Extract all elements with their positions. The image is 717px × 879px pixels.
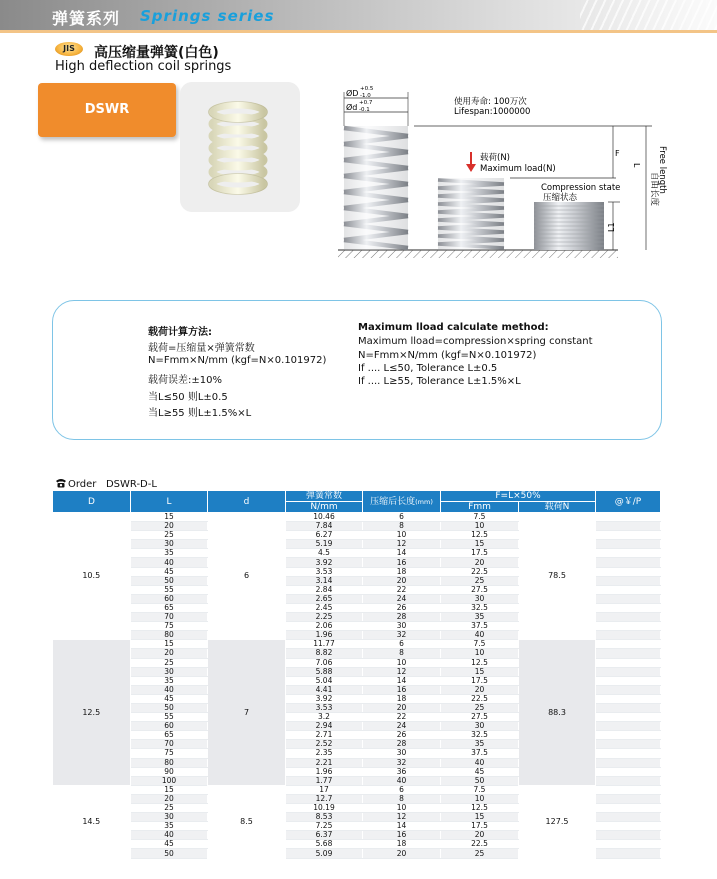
formula-cn-line: 当L≤50 则L±0.5 bbox=[148, 392, 228, 403]
cell-spring-constant: 2.94 bbox=[286, 722, 363, 731]
formula-title-en: Maximum lload calculate method: bbox=[358, 322, 549, 333]
cell-length: 60 bbox=[131, 594, 208, 603]
cell-load: 88.3 bbox=[519, 640, 596, 786]
cell-fmm: 12.5 bbox=[441, 531, 519, 540]
cell-fmm: 17.5 bbox=[441, 822, 519, 831]
cell-spring-constant: 3.2 bbox=[286, 713, 363, 722]
cell-length: 35 bbox=[131, 676, 208, 685]
cell-spring-constant: 4.5 bbox=[286, 549, 363, 558]
cell-fmm: 10 bbox=[441, 522, 519, 531]
cell-spring-constant: 1.96 bbox=[286, 631, 363, 640]
cell-compressed-length: 22 bbox=[363, 585, 441, 594]
cell-spring-constant: 2.45 bbox=[286, 603, 363, 612]
formula-en-line: If .... L≥55, Tolerance L±1.5%×L bbox=[358, 376, 521, 387]
cell-compressed-length: 16 bbox=[363, 558, 441, 567]
product-image-card bbox=[180, 82, 300, 212]
col-header-load: 载荷N bbox=[519, 502, 596, 513]
cell-inner-diameter: 6 bbox=[208, 513, 286, 640]
cell-spring-constant: 2.65 bbox=[286, 594, 363, 603]
cell-price bbox=[596, 540, 661, 549]
cell-compressed-length: 10 bbox=[363, 658, 441, 667]
lifespan-cn: 使用寿命: 100万次 bbox=[454, 97, 527, 107]
col-header-price: @￥/P bbox=[596, 491, 661, 513]
cell-price bbox=[596, 631, 661, 640]
loaded-spring-icon bbox=[438, 178, 504, 250]
cell-length: 50 bbox=[131, 576, 208, 585]
cell-compressed-length: 26 bbox=[363, 731, 441, 740]
col-header-f-group: F=L×50% bbox=[441, 491, 596, 502]
cell-fmm: 22.5 bbox=[441, 840, 519, 849]
cell-fmm: 20 bbox=[441, 558, 519, 567]
cell-fmm: 7.5 bbox=[441, 513, 519, 522]
cell-price bbox=[596, 531, 661, 540]
order-code: DSWR-D-L bbox=[105, 479, 157, 490]
cell-length: 30 bbox=[131, 813, 208, 822]
cell-price bbox=[596, 522, 661, 531]
free-length-cn: 自由长度 bbox=[649, 172, 659, 207]
cell-price bbox=[596, 513, 661, 522]
cell-spring-constant: 3.92 bbox=[286, 558, 363, 567]
cell-length: 15 bbox=[131, 785, 208, 794]
cell-compressed-length: 18 bbox=[363, 840, 441, 849]
cell-price bbox=[596, 603, 661, 612]
cell-spring-constant: 10.19 bbox=[286, 804, 363, 813]
cell-length: 70 bbox=[131, 740, 208, 749]
cell-fmm: 37.5 bbox=[441, 622, 519, 631]
product-code-tab bbox=[38, 83, 176, 137]
cell-fmm: 27.5 bbox=[441, 713, 519, 722]
cell-length: 40 bbox=[131, 685, 208, 694]
cell-compressed-length: 28 bbox=[363, 613, 441, 622]
cell-spring-constant: 2.84 bbox=[286, 585, 363, 594]
cell-fmm: 35 bbox=[441, 613, 519, 622]
cell-compressed-length: 8 bbox=[363, 649, 441, 658]
cell-fmm: 12.5 bbox=[441, 804, 519, 813]
cell-compressed-length: 16 bbox=[363, 685, 441, 694]
formula-en-line: If .... L≤50, Tolerance L±0.5 bbox=[358, 363, 498, 374]
cell-fmm: 30 bbox=[441, 722, 519, 731]
jis-badge: JIS bbox=[55, 42, 83, 56]
col-header-fmm: Fmm bbox=[441, 502, 519, 513]
cell-length: 80 bbox=[131, 758, 208, 767]
cell-fmm: 50 bbox=[441, 776, 519, 785]
cell-compressed-length: 8 bbox=[363, 794, 441, 803]
cell-fmm: 37.5 bbox=[441, 749, 519, 758]
cell-spring-constant: 5.19 bbox=[286, 540, 363, 549]
cell-price bbox=[596, 703, 661, 712]
cell-price bbox=[596, 794, 661, 803]
spring-diagram bbox=[330, 78, 670, 268]
cell-length: 45 bbox=[131, 567, 208, 576]
cell-length: 40 bbox=[131, 831, 208, 840]
cell-length: 25 bbox=[131, 804, 208, 813]
cell-fmm: 17.5 bbox=[441, 676, 519, 685]
cell-length: 60 bbox=[131, 722, 208, 731]
cell-spring-constant: 4.41 bbox=[286, 685, 363, 694]
cell-fmm: 32.5 bbox=[441, 731, 519, 740]
cell-spring-constant: 6.27 bbox=[286, 531, 363, 540]
l-label: L bbox=[632, 163, 641, 168]
cell-price bbox=[596, 576, 661, 585]
cell-compressed-length: 20 bbox=[363, 849, 441, 858]
cell-spring-constant: 2.06 bbox=[286, 622, 363, 631]
cell-fmm: 17.5 bbox=[441, 549, 519, 558]
compression-state-en: Compression state bbox=[541, 183, 621, 193]
cell-fmm: 25 bbox=[441, 703, 519, 712]
cell-spring-constant: 5.09 bbox=[286, 849, 363, 858]
cell-spring-constant: 10.46 bbox=[286, 513, 363, 522]
cell-length: 75 bbox=[131, 749, 208, 758]
cell-spring-constant: 8.82 bbox=[286, 649, 363, 658]
cell-compressed-length: 10 bbox=[363, 531, 441, 540]
table-row bbox=[53, 785, 661, 794]
cell-length: 15 bbox=[131, 513, 208, 522]
spec-table-body bbox=[53, 513, 661, 859]
cell-fmm: 15 bbox=[441, 813, 519, 822]
cell-compressed-length: 26 bbox=[363, 603, 441, 612]
cell-length: 50 bbox=[131, 849, 208, 858]
cell-length: 80 bbox=[131, 631, 208, 640]
cell-price bbox=[596, 622, 661, 631]
cell-spring-constant: 5.88 bbox=[286, 667, 363, 676]
cell-spring-constant: 1.77 bbox=[286, 776, 363, 785]
cell-compressed-length: 12 bbox=[363, 667, 441, 676]
cell-compressed-length: 20 bbox=[363, 703, 441, 712]
f-label: F bbox=[615, 149, 620, 158]
cell-fmm: 40 bbox=[441, 758, 519, 767]
cell-price bbox=[596, 667, 661, 676]
formula-box bbox=[52, 300, 662, 440]
cell-inner-diameter: 7 bbox=[208, 640, 286, 786]
cell-spring-constant: 2.35 bbox=[286, 749, 363, 758]
cell-spring-constant: 7.06 bbox=[286, 658, 363, 667]
cell-length: 90 bbox=[131, 767, 208, 776]
cell-length: 30 bbox=[131, 540, 208, 549]
header-accent-line bbox=[0, 30, 717, 33]
cell-length: 45 bbox=[131, 840, 208, 849]
cell-fmm: 12.5 bbox=[441, 658, 519, 667]
cell-price bbox=[596, 567, 661, 576]
cell-compressed-length: 18 bbox=[363, 567, 441, 576]
cell-length: 20 bbox=[131, 649, 208, 658]
cell-fmm: 15 bbox=[441, 667, 519, 676]
id-tol-lower: -0.1 bbox=[359, 107, 370, 113]
cell-compressed-length: 16 bbox=[363, 831, 441, 840]
cell-spring-constant: 3.14 bbox=[286, 576, 363, 585]
cell-compressed-length: 6 bbox=[363, 785, 441, 794]
cell-price bbox=[596, 685, 661, 694]
compression-state-cn: 压缩状态 bbox=[543, 193, 578, 203]
free-spring-icon bbox=[344, 126, 408, 250]
cell-price bbox=[596, 731, 661, 740]
free-length-en: Free length bbox=[657, 146, 667, 194]
cell-length: 70 bbox=[131, 613, 208, 622]
cell-price bbox=[596, 840, 661, 849]
cell-fmm: 27.5 bbox=[441, 585, 519, 594]
cell-compressed-length: 32 bbox=[363, 631, 441, 640]
cell-spring-constant: 3.53 bbox=[286, 703, 363, 712]
ground-hatch bbox=[338, 250, 618, 258]
cell-length: 40 bbox=[131, 558, 208, 567]
cell-price bbox=[596, 594, 661, 603]
cell-fmm: 20 bbox=[441, 831, 519, 840]
cell-spring-constant: 7.25 bbox=[286, 822, 363, 831]
cell-price bbox=[596, 676, 661, 685]
cell-fmm: 45 bbox=[441, 767, 519, 776]
cell-fmm: 10 bbox=[441, 649, 519, 658]
header-stripes bbox=[580, 0, 717, 30]
cell-fmm: 22.5 bbox=[441, 694, 519, 703]
id-tol-upper: +0.7 bbox=[359, 100, 373, 106]
cell-fmm: 20 bbox=[441, 685, 519, 694]
cell-price bbox=[596, 649, 661, 658]
product-code: DSWR bbox=[84, 102, 130, 117]
cell-spring-constant: 5.04 bbox=[286, 676, 363, 685]
header-title-cn: 弹簧系列 bbox=[52, 9, 121, 28]
cell-load: 127.5 bbox=[519, 785, 596, 858]
cell-spring-constant: 12.7 bbox=[286, 794, 363, 803]
col-header-D: D bbox=[53, 491, 131, 513]
cell-spring-constant: 6.37 bbox=[286, 831, 363, 840]
col-header-d: d bbox=[208, 491, 286, 513]
formula-cn-line: 当L≥55 则L±1.5%×L bbox=[148, 408, 252, 419]
od-tol-upper: +0.5 bbox=[360, 86, 374, 92]
cell-price bbox=[596, 722, 661, 731]
cell-length: 65 bbox=[131, 603, 208, 612]
col-header-L: L bbox=[131, 491, 208, 513]
cell-compressed-length: 20 bbox=[363, 576, 441, 585]
section-header bbox=[0, 0, 717, 36]
cell-fmm: 25 bbox=[441, 849, 519, 858]
compressed-length-text: 压缩后长度 bbox=[370, 496, 416, 507]
cell-compressed-length: 14 bbox=[363, 549, 441, 558]
cell-compressed-length: 28 bbox=[363, 740, 441, 749]
cell-compressed-length: 40 bbox=[363, 776, 441, 785]
cell-compressed-length: 30 bbox=[363, 749, 441, 758]
cell-compressed-length: 18 bbox=[363, 694, 441, 703]
order-label: Order bbox=[68, 479, 97, 490]
cell-price bbox=[596, 558, 661, 567]
cell-spring-constant: 11.77 bbox=[286, 640, 363, 649]
cell-price bbox=[596, 849, 661, 858]
cell-compressed-length: 8 bbox=[363, 522, 441, 531]
cell-price bbox=[596, 822, 661, 831]
cell-spring-constant: 2.71 bbox=[286, 731, 363, 740]
cell-price bbox=[596, 658, 661, 667]
col-header-spring-constant: 弹簧常数 bbox=[286, 491, 363, 502]
cell-price bbox=[596, 713, 661, 722]
cell-length: 25 bbox=[131, 658, 208, 667]
lifespan-en: Lifespan:1000000 bbox=[454, 107, 531, 117]
cell-spring-constant: 8.53 bbox=[286, 813, 363, 822]
spec-table bbox=[52, 490, 661, 859]
cell-spring-constant: 17 bbox=[286, 785, 363, 794]
cell-compressed-length: 30 bbox=[363, 622, 441, 631]
formula-cn-line: N=Fmm×N/mm (kgf=N×0.101972) bbox=[148, 355, 327, 366]
cell-length: 65 bbox=[131, 731, 208, 740]
cell-compressed-length: 14 bbox=[363, 822, 441, 831]
cell-compressed-length: 10 bbox=[363, 804, 441, 813]
cell-spring-constant: 2.52 bbox=[286, 740, 363, 749]
spring-image bbox=[180, 82, 300, 212]
cell-price bbox=[596, 831, 661, 840]
cell-price bbox=[596, 767, 661, 776]
cell-price bbox=[596, 776, 661, 785]
cell-compressed-length: 24 bbox=[363, 594, 441, 603]
cell-fmm: 40 bbox=[441, 631, 519, 640]
cell-price bbox=[596, 585, 661, 594]
cell-length: 20 bbox=[131, 794, 208, 803]
cell-price bbox=[596, 813, 661, 822]
cell-spring-constant: 5.68 bbox=[286, 840, 363, 849]
col-header-compressed-length bbox=[363, 491, 441, 513]
cell-fmm: 25 bbox=[441, 576, 519, 585]
load-en: Maximum load(N) bbox=[480, 164, 556, 174]
cell-compressed-length: 22 bbox=[363, 713, 441, 722]
cell-fmm: 30 bbox=[441, 594, 519, 603]
cell-length: 25 bbox=[131, 531, 208, 540]
od-tol-lower: -1.0 bbox=[360, 93, 371, 99]
cell-inner-diameter: 8.5 bbox=[208, 785, 286, 858]
cell-length: 50 bbox=[131, 703, 208, 712]
cell-fmm: 10 bbox=[441, 794, 519, 803]
cell-compressed-length: 6 bbox=[363, 640, 441, 649]
cell-spring-constant: 2.21 bbox=[286, 758, 363, 767]
product-title-cn: 高压缩量弹簧(白色) bbox=[94, 45, 219, 61]
compressed-spring-icon bbox=[534, 202, 604, 250]
cell-compressed-length: 24 bbox=[363, 722, 441, 731]
cell-spring-constant: 2.25 bbox=[286, 613, 363, 622]
cell-price bbox=[596, 694, 661, 703]
cell-compressed-length: 14 bbox=[363, 676, 441, 685]
cell-price bbox=[596, 740, 661, 749]
cell-length: 20 bbox=[131, 522, 208, 531]
cell-length: 55 bbox=[131, 585, 208, 594]
cell-spring-constant: 1.96 bbox=[286, 767, 363, 776]
cell-length: 35 bbox=[131, 549, 208, 558]
order-line bbox=[55, 478, 157, 490]
cell-load: 78.5 bbox=[519, 513, 596, 640]
od-label: ØD bbox=[346, 89, 359, 98]
cell-compressed-length: 6 bbox=[363, 513, 441, 522]
cell-length: 15 bbox=[131, 640, 208, 649]
id-label: Ød bbox=[346, 103, 358, 112]
formula-en-line: N=Fmm×N/mm (kgf=N×0.101972) bbox=[358, 350, 537, 361]
cell-length: 55 bbox=[131, 713, 208, 722]
cell-fmm: 7.5 bbox=[441, 640, 519, 649]
cell-fmm: 32.5 bbox=[441, 603, 519, 612]
table-row bbox=[53, 513, 661, 522]
cell-price bbox=[596, 785, 661, 794]
cell-price bbox=[596, 749, 661, 758]
formula-en-line: Maximum lload=compression×spring constant bbox=[358, 336, 593, 347]
col-header-n-per-mm: N/mm bbox=[286, 502, 363, 513]
cell-outer-diameter: 10.5 bbox=[53, 513, 131, 640]
compressed-length-unit: (mm) bbox=[415, 497, 433, 506]
cell-length: 100 bbox=[131, 776, 208, 785]
cell-length: 30 bbox=[131, 667, 208, 676]
cell-fmm: 35 bbox=[441, 740, 519, 749]
cell-spring-constant: 7.84 bbox=[286, 522, 363, 531]
cell-compressed-length: 12 bbox=[363, 813, 441, 822]
cell-spring-constant: 3.92 bbox=[286, 694, 363, 703]
cell-outer-diameter: 14.5 bbox=[53, 785, 131, 858]
phone-icon bbox=[55, 478, 67, 488]
cell-length: 45 bbox=[131, 694, 208, 703]
header-title-en: Springs series bbox=[140, 7, 275, 25]
cell-length: 35 bbox=[131, 822, 208, 831]
cell-length: 75 bbox=[131, 622, 208, 631]
cell-price bbox=[596, 640, 661, 649]
formula-cn-line: 载荷=压缩量×弹簧常数 bbox=[148, 343, 255, 354]
cell-fmm: 15 bbox=[441, 540, 519, 549]
cell-price bbox=[596, 804, 661, 813]
formula-title-cn: 载荷计算方法: bbox=[148, 327, 212, 338]
load-cn: 载荷(N) bbox=[480, 153, 510, 163]
table-row bbox=[53, 640, 661, 649]
cell-fmm: 7.5 bbox=[441, 785, 519, 794]
cell-price bbox=[596, 549, 661, 558]
cell-outer-diameter: 12.5 bbox=[53, 640, 131, 786]
cell-compressed-length: 36 bbox=[363, 767, 441, 776]
cell-compressed-length: 12 bbox=[363, 540, 441, 549]
l1-label: L1 bbox=[607, 222, 616, 232]
cell-compressed-length: 32 bbox=[363, 758, 441, 767]
product-title-en: High deflection coil springs bbox=[55, 59, 232, 74]
cell-price bbox=[596, 613, 661, 622]
cell-spring-constant: 3.53 bbox=[286, 567, 363, 576]
cell-price bbox=[596, 758, 661, 767]
formula-cn-line: 载荷误差:±10% bbox=[148, 375, 222, 386]
cell-fmm: 22.5 bbox=[441, 567, 519, 576]
load-arrow-icon bbox=[466, 152, 476, 172]
